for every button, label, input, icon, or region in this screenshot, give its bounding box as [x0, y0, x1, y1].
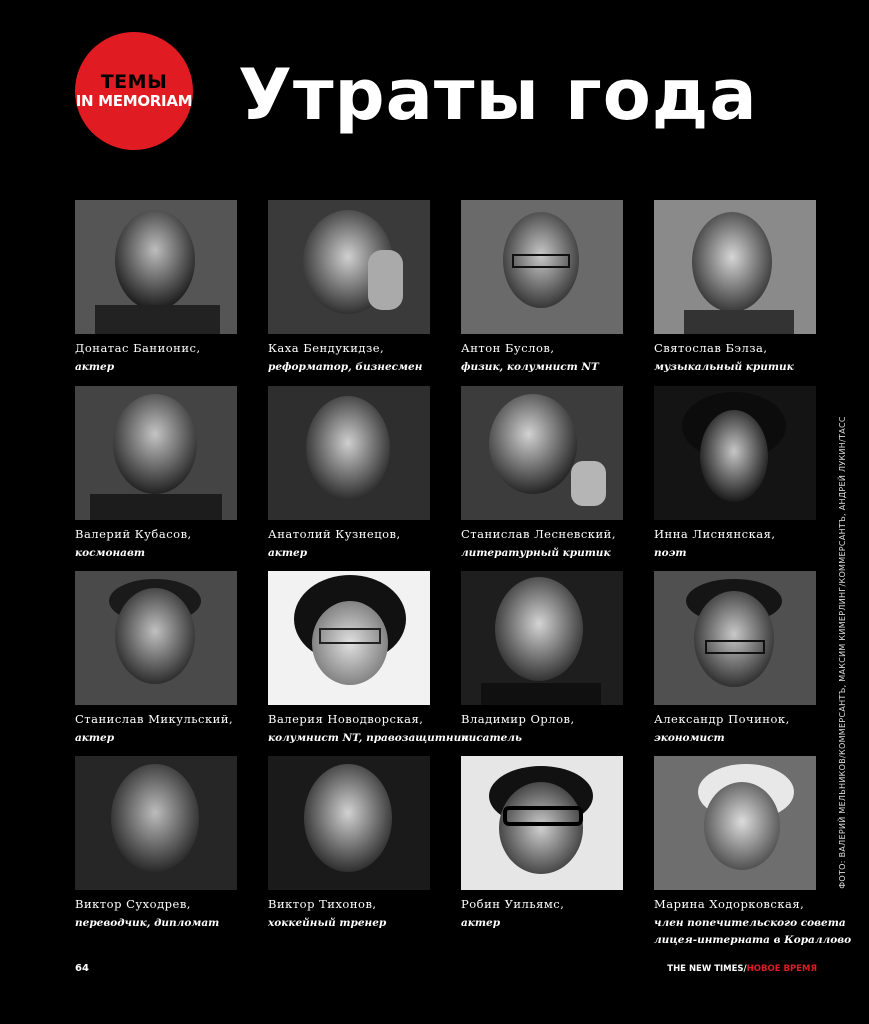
person-name: Святослав Бэлза, [654, 341, 768, 355]
portrait-photo [75, 200, 237, 334]
person-name: Виктор Тихонов, [268, 897, 377, 911]
badge-rubric-label: IN MEMORIAM [75, 92, 193, 110]
magazine-name-cyrillic: НОВОЕ ВРЕМЯ [746, 964, 817, 974]
portrait-photo [461, 200, 623, 334]
magazine-name [667, 964, 817, 974]
person-name: Инна Лиснянская, [654, 527, 776, 541]
portrait-photo [654, 756, 816, 890]
person-role: колумнист NT, правозащитник [268, 732, 469, 744]
person-name: Анатолий Кузнецов, [268, 527, 401, 541]
person-role: литературный критик [461, 547, 611, 559]
portrait-card [654, 571, 816, 747]
page-number: 64 [75, 963, 89, 974]
section-badge [75, 32, 193, 150]
portrait-card [75, 756, 237, 932]
person-role: космонавт [75, 547, 145, 559]
portrait-photo [75, 571, 237, 705]
person-role: актер [75, 732, 115, 744]
portrait-photo [654, 571, 816, 705]
portrait-photo [75, 756, 237, 890]
portrait-card [461, 386, 623, 562]
portrait-card [461, 571, 623, 747]
page-title: Утраты года [238, 54, 758, 136]
person-name: Станислав Микульский, [75, 712, 234, 726]
portrait-card [75, 571, 237, 747]
person-name: Антон Буслов, [461, 341, 555, 355]
person-name: Робин Уильямс, [461, 897, 565, 911]
person-role: актер [75, 361, 115, 373]
portrait-card [654, 386, 816, 562]
person-name: Виктор Суходрев, [75, 897, 191, 911]
magazine-name-latin: THE NEW TIMES/ [667, 964, 747, 974]
portrait-photo [461, 386, 623, 520]
person-role: реформатор, бизнесмен [268, 361, 423, 373]
person-name: Донатас Банионис, [75, 341, 201, 355]
portrait-photo [461, 756, 623, 890]
portrait-photo [268, 200, 430, 334]
portrait-photo [654, 200, 816, 334]
person-role-continued: лицея-интерната в Кораллово [654, 934, 852, 946]
portrait-photo [461, 571, 623, 705]
photo-credit [838, 415, 848, 890]
portrait-card [461, 756, 623, 932]
portrait-photo [268, 386, 430, 520]
person-role: переводчик, дипломат [75, 917, 220, 929]
portrait-photo [268, 756, 430, 890]
person-name: Станислав Лесневский, [461, 527, 616, 541]
badge-section-label: ТЕМЫ [100, 71, 168, 93]
person-role: музыкальный критик [654, 361, 794, 373]
person-role: актер [268, 547, 308, 559]
person-role: поэт [654, 547, 687, 559]
portrait-card [268, 200, 430, 376]
portrait-card [461, 200, 623, 376]
portrait-card [75, 386, 237, 562]
person-role: писатель [461, 732, 522, 744]
portrait-card [268, 386, 430, 562]
person-role: хоккейный тренер [268, 917, 387, 929]
portrait-card [75, 200, 237, 376]
person-role: экономист [654, 732, 725, 744]
photo-credit-text: ФОТО: ВАЛЕРИЙ МЕЛЬНИКОВ/КОММЕРСАНТЪ, МАКСИМ КИМЕРЛИНГ/КОММЕРСАНТЪ, АНДРЕЙ ЛУКИН/ТАСС [838, 416, 847, 889]
person-name: Владимир Орлов, [461, 712, 575, 726]
person-role: актер [461, 917, 501, 929]
portrait-card [654, 200, 816, 376]
portrait-card [654, 756, 852, 949]
portrait-photo [654, 386, 816, 520]
person-role: физик, колумнист NT [461, 361, 599, 373]
portrait-photo [75, 386, 237, 520]
person-role: член попечительского совета [654, 917, 846, 929]
portrait-photo [268, 571, 430, 705]
person-name: Марина Ходорковская, [654, 897, 805, 911]
person-name: Каха Бендукидзе, [268, 341, 385, 355]
person-name: Александр Починок, [654, 712, 790, 726]
portrait-card [268, 571, 469, 747]
person-name: Валерий Кубасов, [75, 527, 192, 541]
portrait-card [268, 756, 430, 932]
person-name: Валерия Новодворская, [268, 712, 424, 726]
